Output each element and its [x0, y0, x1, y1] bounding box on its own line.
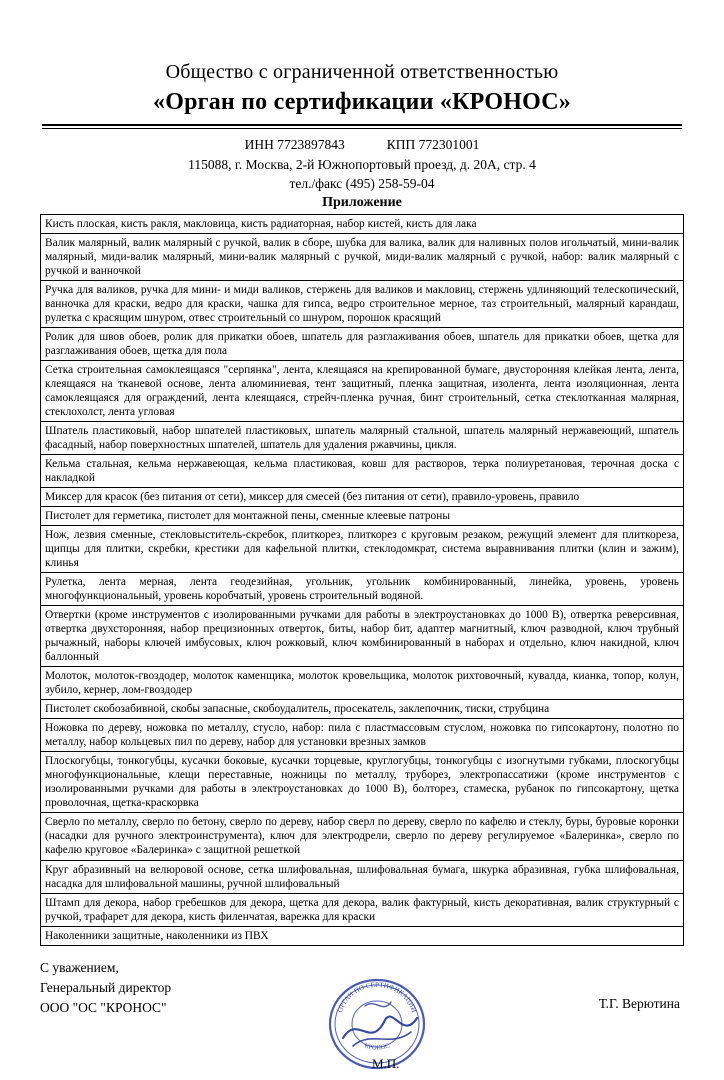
header-divider	[42, 124, 682, 129]
table-row	[41, 214, 684, 233]
item-cell: Круг абразивный на велюровой основе, сетка шлифовальная, шлифовальная бумага, шкурка абразивная, губка шлифовальная, насадка для шлифовальной машины, ручной шлифовальный	[41, 860, 684, 893]
item-cell: Нож, лезвия сменные, стекловыститель-скребок, плиткорез, плиткорез с круговым резаком, режущий элемент для плиткореза, щипцы для плитки, скребки, крестики для кафельной плитки, стеклодомкрат, система выравнивания плитки (клин и зажим), клинья	[41, 526, 684, 573]
item-cell: Шпатель пластиковый, набор шпателей пластиковых, шпатель малярный стальной, шпатель малярный нержавеющий, шпатель фасадный, набор поверхностных шпателей, шпатель для удаления ржавчины, цикля.	[41, 422, 684, 455]
table-row	[41, 926, 684, 945]
stamp-label: М.П.	[372, 1055, 400, 1071]
item-cell: Отвертки (кроме инструментов с изолированными ручками для работы в электроустановках до 1000 В), отвертка реверсивная, отвертка двухсторонняя, набор прецизионных отверток, биты, набор бит, адаптер магнитный, ключ разводной, ключ трубный рычажный, наборы ключей имбусовых, ключ рожковый, ключ комбинированный в наборах и отдельно, ключ накидной, ключ баллонный	[41, 606, 684, 667]
table-row	[41, 233, 684, 280]
item-cell: Ручка для валиков, ручка для мини- и миди валиков, стержень для валиков и макловиц, стержень удлиняющий телескопический, ванночка для краски, ведро для краски, чашка для гипса, ведро строительное мерное, таз строительный, малярный карандаш, рулетка с красящим шнуром, отвес строительный со шнуром, порошок красящий	[41, 280, 684, 327]
table-row	[41, 361, 684, 422]
item-cell: Рулетка, лента мерная, лента геодезийная, угольник, угольник комбинированный, линейка, уровень, уровень многофункциональный, уровень коробчатый, уровень строительный водяной.	[41, 573, 684, 606]
item-cell: Кельма стальная, кельма нержавеющая, кельма пластиковая, ковш для растворов, терка полиуретановая, терочная доска с накладкой	[41, 455, 684, 488]
signature-closing: С уважением,	[40, 959, 119, 975]
table-row	[41, 752, 684, 813]
table-row	[41, 719, 684, 752]
item-cell: Молоток, молоток-гвоздодер, молоток каменщика, молоток кровельщика, молоток рихтовочный, кувалда, кианка, топор, колун, зубило, кернер, лом-гвоздодер	[41, 667, 684, 700]
organization-address: 115088, г. Москва, 2-й Южнопортовый проезд, д. 20А, стр. 4	[188, 156, 536, 172]
svg-text:КРОНОС: КРОНОС	[363, 1041, 391, 1052]
table-row	[41, 327, 684, 360]
table-row	[41, 526, 684, 573]
page-title: Приложение	[322, 194, 402, 210]
item-cell: Наколенники защитные, наколенники из ПВХ	[41, 926, 684, 945]
svg-text:ОРГАН ПО СЕРТИФИКАЦИИ: ОРГАН ПО СЕРТИФИКАЦИИ	[336, 980, 418, 1014]
kpp-value: КПП 772301001	[386, 137, 480, 153]
organization-phone: тел./факс (495) 258-59-04	[289, 176, 435, 192]
table-row	[41, 455, 684, 488]
table-row	[41, 573, 684, 606]
item-cell: Ролик для швов обоев, ролик для прикатки обоев, шпатель для разглаживания обоев, шпатель для прикатки обоев, щетка для разглаживания обоев, щетка для пола	[41, 327, 684, 360]
item-cell: Кисть плоская, кисть ракля, макловица, кисть радиаторная, набор кистей, кисть для лака	[41, 214, 684, 233]
item-cell: Штамп для декора, набор гребешков для декора, щетка для декора, валик фактурный, кисть декоративная, валик структурный с ручкой, трафарет для декора, кисть филенчатая, варежка для краски	[41, 893, 684, 926]
signatory-name: Т.Г. Верютина	[598, 995, 680, 1011]
item-cell: Плоскогубцы, тонкогубцы, кусачки боковые, кусачки торцевые, круглогубцы, тонкогубцы с изогнутыми губками, плоскогубцы многофункциональные, клещи переставные, ножницы по металлу, труборез, электропассатижи (кроме инструментов с изолированными ручками для работы в электроустановках до 1000 В), болторез, стамеска, рубанок по гипсокартону, щетка проволочная, щетка-краскорвка	[41, 752, 684, 813]
signature-company: ООО "ОС "КРОНОС"	[40, 1000, 167, 1016]
organization-title: «Орган по сертификации «КРОНОС»	[153, 89, 571, 115]
table-row	[41, 507, 684, 526]
item-cell: Миксер для красок (без питания от сети), миксер для смесей (без питания от сети), правило-уровень, правило	[41, 488, 684, 507]
organization-subtitle: Общество с ограниченной ответственностью	[165, 61, 559, 83]
table-row	[41, 280, 684, 327]
table-row	[41, 700, 684, 719]
item-cell: Валик малярный, валик малярный с ручкой, валик в сборе, шубка для валика, валик для наливных полов игольчатый, мини-валик малярный, миди-валик малярный, мини-валик малярный с ручкой, миди-валик малярный с ручкой, набор: валик малярный с ручкой и ванночкой	[41, 233, 684, 280]
item-cell: Ножовка по дереву, ножовка по металлу, стусло, набор: пила с пластмассовым стуслом, ножовка по гипсокартону, полотно по металлу, набор кольцевых пил по дереву, набор для установки врезных замков	[41, 719, 684, 752]
table-row	[41, 667, 684, 700]
inn-value: ИНН 7723897843	[244, 137, 345, 153]
product-list-table	[40, 214, 684, 946]
table-row	[41, 893, 684, 926]
registration-codes	[40, 135, 684, 155]
table-row	[41, 488, 684, 507]
signature-position: Генеральный директор	[40, 979, 172, 995]
table-row	[41, 813, 684, 860]
item-cell: Пистолет для герметика, пистолет для монтажной пены, сменные клеевые патроны	[41, 507, 684, 526]
signature-block	[40, 958, 684, 1071]
table-row	[41, 606, 684, 667]
table-row	[41, 860, 684, 893]
item-cell: Сверло по металлу, сверло по бетону, сверло по дереву, набор сверл по дереву, сверло по кафелю и стеклу, буры, буровые коронки (насадки для ручного электроинструмента), ключ для электродрели, сверло по дереву регулируемое «Балеринка», сверло по кафелю круговое «Балеринка» с защитной решеткой	[41, 813, 684, 860]
table-row	[41, 422, 684, 455]
item-cell: Сетка строительная самоклеящаяся "серпянка", лента, клеящаяся на крепированной бумаге, двусторонняя клейкая лента, лента, клеящаяся на тканевой основе, лента алюминиевая, тент защитный, пленка защитная, изолента, лента изоляционная, лента самоклеящаяся для ограждений, лента клеящаяся, стрейч-пленка ручная, бинт строительный, сетка стеклотканная малярная, стеклохолст, лента угловая	[41, 361, 684, 422]
item-cell: Пистолет скобозабивной, скобы запасные, скобоудалитель, просекатель, заклепочник, тиски, струбцина	[41, 700, 684, 719]
